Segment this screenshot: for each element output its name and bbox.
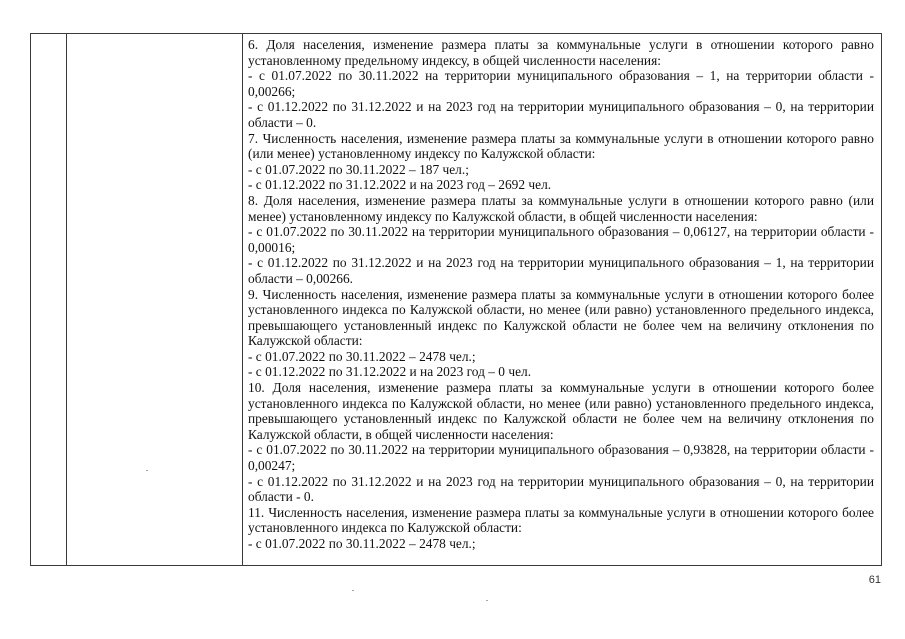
content-table <box>30 33 882 566</box>
name-cell <box>67 34 243 566</box>
description-cell <box>243 34 882 566</box>
paragraph-10-item-1: - с 01.07.2022 по 30.11.2022 на территории муниципального образования – 0,93828, на территории области - 0,00247; <box>248 442 874 474</box>
paragraph-7-item-2: - с 01.12.2022 по 31.12.2022 и на 2023 год – 2692 чел. <box>248 177 552 193</box>
paragraph-7-item-1: - с 01.07.2022 по 30.11.2022 – 187 чел.; <box>248 161 469 177</box>
scan-speck <box>352 590 354 591</box>
scan-speck <box>486 600 488 601</box>
paragraph-6-item-2: - с 01.12.2022 по 31.12.2022 и на 2023 год на территории муниципального образования – 0, на территории области – 0. <box>248 99 874 130</box>
paragraph-7-heading: 7. Численность населения, изменение размера платы за коммунальные услуги в отношении которого равно (или менее) установленному индексу по Калужской области: <box>248 130 874 162</box>
paragraph-10-item-2: - с 01.12.2022 по 31.12.2022 и на 2023 год на территории муниципального образования – 0, на территории области - 0. <box>248 473 874 505</box>
paragraph-9-item-2: - с 01.12.2022 по 31.12.2022 и на 2023 год – 0 чел. <box>248 364 532 380</box>
paragraph-6-heading: 6. Доля населения, изменение размера платы за коммунальные услуги в отношении которого равно установленному предельному индексу, в общей численности населения: <box>248 37 874 68</box>
paragraph-11-heading: 11. Численность населения, изменение размера платы за коммунальные услуги в отношении которого более установленного индекса по Калужской области: <box>248 504 874 536</box>
paragraph-11-item-1: - с 01.07.2022 по 30.11.2022 – 2478 чел.; <box>248 536 476 551</box>
paragraph-8-item-2: - с 01.12.2022 по 31.12.2022 и на 2023 год на территории муниципального образования – 1, на территории области – 0,00266. <box>248 255 874 286</box>
table-row <box>31 34 882 566</box>
paragraph-10-heading: 10. Доля населения, изменение размера платы за коммунальные услуги в отношении которого более установленного индекса по Калужской области, но менее (или равно) установленного предельного индекса, превышающего установленный индекс по Калужской области не более чем на величину отклонения по Калужской области, в общей численности населения: <box>248 380 874 442</box>
paragraph-9-item-1: - с 01.07.2022 по 30.11.2022 – 2478 чел.; <box>248 348 476 364</box>
paragraph-9-heading: 9. Численность населения, изменение размера платы за коммунальные услуги в отношении которого более установленного индекса по Калужской области, но менее (или равно) установленного предельного индекса, превышающего установленный индекс по Калужской области не более чем на величину отклонения по Калужской области: <box>248 286 874 349</box>
paragraph-8-heading: 8. Доля населения, изменение размера платы за коммунальные услуги в отношении которого равно (или менее) установленному индексу по Калужской области, в общей численности населения: <box>248 192 874 224</box>
paragraph-8-item-1: - с 01.07.2022 по 30.11.2022 на территории муниципального образования – 0,06127, на территории области - 0,00016; <box>248 224 874 255</box>
number-cell <box>31 34 67 566</box>
page-number: 61 <box>868 574 881 586</box>
paragraph-6-item-1: - с 01.07.2022 по 30.11.2022 на территории муниципального образования – 1, на территории области - 0,00266; <box>248 68 874 99</box>
scan-speck <box>146 470 148 471</box>
